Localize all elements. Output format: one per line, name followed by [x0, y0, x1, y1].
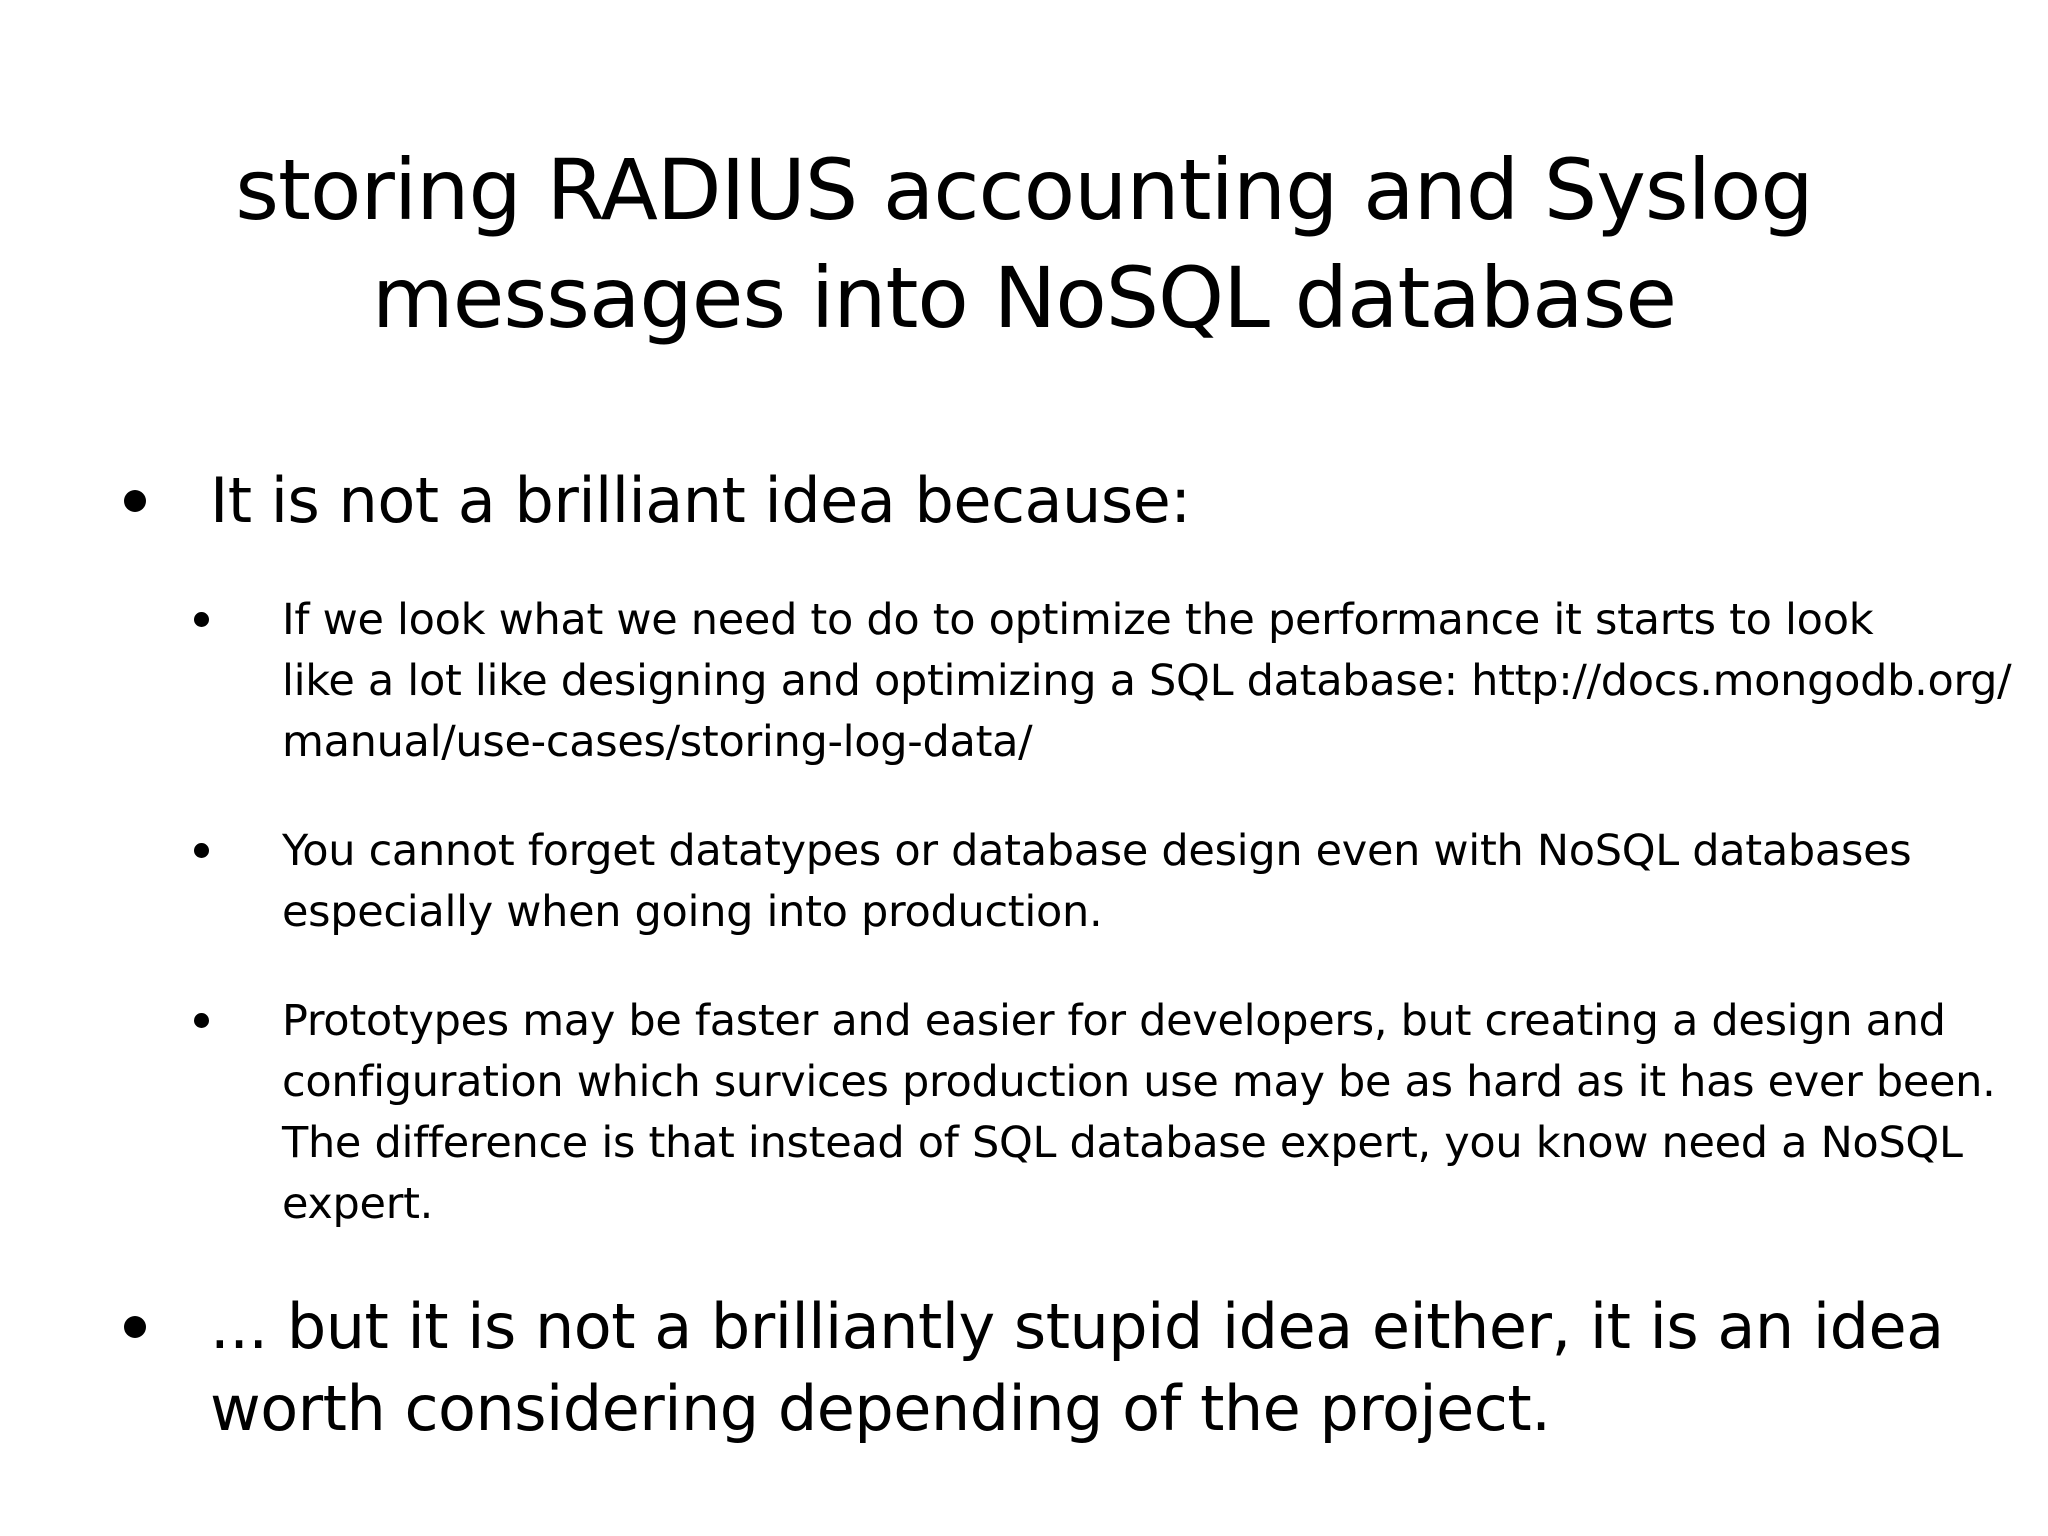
bullet-line: Prototypes may be faster and easier for developers, but creating a design and — [282, 996, 1946, 1046]
bullet-dot-icon — [124, 1316, 146, 1338]
bullet-line: configuration which survices production use may be as hard as it has ever been. — [282, 1057, 1996, 1107]
bullet-text — [210, 1286, 1944, 1450]
bullet-line: especially when going into production. — [282, 887, 1103, 937]
title-line: storing RADIUS accounting and Syslog — [235, 141, 1813, 239]
slide-title — [0, 136, 2048, 352]
bullet-dot-icon — [194, 843, 209, 858]
bullet-line: ... but it is not a brilliantly stupid idea either, it is an idea — [210, 1290, 1944, 1363]
bullet-dot-icon — [124, 490, 146, 512]
bullet-line: like a lot like designing and optimizing a SQL database: http://docs.mongodb.org/ — [282, 656, 2012, 706]
title-line: messages into NoSQL database — [371, 249, 1677, 347]
bullet-text — [282, 590, 2011, 773]
bullet-line: You cannot forget datatypes or database design even with NoSQL databases — [282, 826, 1912, 876]
bullet-dot-icon — [194, 1013, 209, 1028]
bullet-line: The difference is that instead of SQL database expert, you know need a NoSQL — [282, 1118, 1963, 1168]
bullet-text — [282, 821, 1911, 943]
bullet-dot-icon — [194, 612, 209, 627]
bullet-line: expert. — [282, 1179, 434, 1229]
bullet-line: If we look what we need to do to optimize the performance it starts to look — [282, 595, 1874, 645]
bullet-text — [210, 460, 1191, 542]
bullet-text — [282, 991, 1995, 1235]
bullet-line: worth considering depending of the project. — [210, 1372, 1551, 1445]
bullet-line: It is not a brilliant idea because: — [210, 464, 1191, 537]
bullet-line: manual/use-cases/storing-log-data/ — [282, 717, 1033, 767]
